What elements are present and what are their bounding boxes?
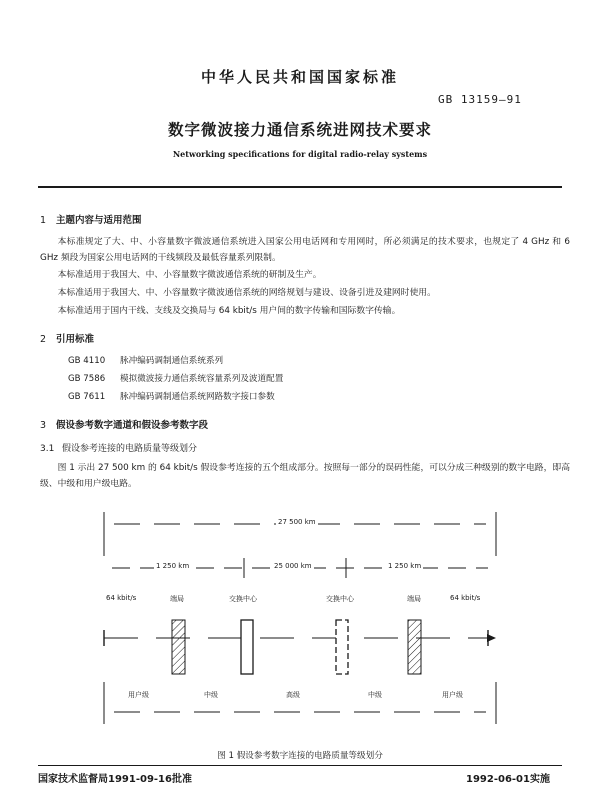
grade-label: 用户级	[442, 691, 463, 699]
end-office-block-left	[172, 620, 185, 674]
reference-code: GB 4110	[68, 356, 106, 366]
node-label: 交换中心	[229, 595, 257, 603]
footer-rule	[38, 765, 562, 766]
segment-right-label: 1 250 km	[388, 562, 422, 570]
switching-centre-block-right	[336, 620, 348, 674]
end-office-block-right	[408, 620, 421, 674]
node-label: 64 kbit/s	[106, 594, 137, 602]
grade-label: 用户级	[128, 691, 149, 699]
section-3-1-heading	[40, 441, 197, 454]
reference-title: 脉冲编码调制通信系统系列	[120, 356, 224, 366]
grade-label: 中级	[368, 691, 382, 699]
section-2-title: 引用标准	[56, 334, 95, 345]
section-2-number: 2	[40, 334, 47, 345]
section-1-para-3: 本标准适用于我国大、中、小容量数字微波通信系统的网络规划与建设、设备引进及建网时使用。	[57, 288, 436, 298]
reference-item	[68, 372, 283, 384]
segment-left-label: 1 250 km	[156, 562, 190, 570]
section-3-1-para: 图 1 示出 27 500 km 的 64 kbit/s 假设参考连接的五个组成部分。按照每一部分的误码性能，可以分成三种级别的数字电路，即高级、中级和用户级电路。	[40, 463, 570, 489]
document-title: 数字微波接力通信系统进网技术要求	[167, 121, 432, 139]
reference-item	[68, 390, 275, 402]
total-length-label: 27 500 km	[278, 518, 316, 526]
switching-centre-block-left	[241, 620, 253, 674]
section-1-para-2: 本标准适用于我国大、中、小容量数字微波通信系统的研制及生产。	[57, 270, 322, 280]
section-1-number: 1	[40, 215, 47, 226]
national-standard-heading: 中华人民共和国国家标准	[200, 68, 399, 86]
node-label: 交换中心	[326, 595, 354, 603]
reference-code: GB 7611	[68, 392, 106, 402]
section-1-heading	[40, 212, 142, 226]
grade-label: 高级	[286, 691, 300, 699]
figure-1-diagram	[96, 502, 504, 730]
section-3-1-number: 3.1	[40, 444, 55, 454]
document-title-english: Networking specifications for digital radio-relay systems	[172, 149, 428, 159]
reference-code: GB 7586	[68, 374, 106, 384]
section-3-heading	[40, 417, 208, 431]
section-1-para-1: 本标准规定了大、中、小容量数字微波通信系统进入国家公用电话网和专用网时，所必须满足的技术要求，也规定了 4 GHz 和 6 GHz 频段为国家公用电话网的干线频段及最低容量系列限制。	[40, 237, 570, 263]
section-3-title: 假设参考数字通道和假设参考数字段	[56, 420, 209, 431]
node-label: 端局	[170, 595, 184, 603]
reference-title: 脉冲编码调制通信系统网路数字接口参数	[120, 392, 275, 402]
node-label: 端局	[407, 595, 421, 603]
section-3-1-title: 假设参考连接的电路质量等级划分	[62, 444, 198, 454]
section-2-heading	[40, 331, 94, 345]
node-label: 64 kbit/s	[450, 594, 481, 602]
section-1-title: 主题内容与适用范围	[56, 215, 142, 226]
segment-middle-label: 25 000 km	[274, 562, 312, 570]
section-1-para-4: 本标准适用于国内干线、支线及交换局与 64 kbit/s 用户间的数字传输和国际数字传输。	[57, 306, 401, 316]
reference-item	[68, 354, 223, 366]
figure-caption: 图 1 假设参考数字连接的电路质量等级划分	[217, 751, 383, 761]
approval-date: 国家技术监督局1991-09-16批准	[38, 774, 192, 785]
grade-label: 中级	[204, 691, 218, 699]
standard-number: GB 13159—91	[438, 93, 522, 106]
section-3-number: 3	[40, 420, 47, 431]
header-rule	[38, 186, 562, 188]
effective-date: 1992-06-01实施	[466, 774, 550, 785]
reference-title: 模拟微波接力通信系统容量系列及波道配置	[120, 374, 284, 384]
